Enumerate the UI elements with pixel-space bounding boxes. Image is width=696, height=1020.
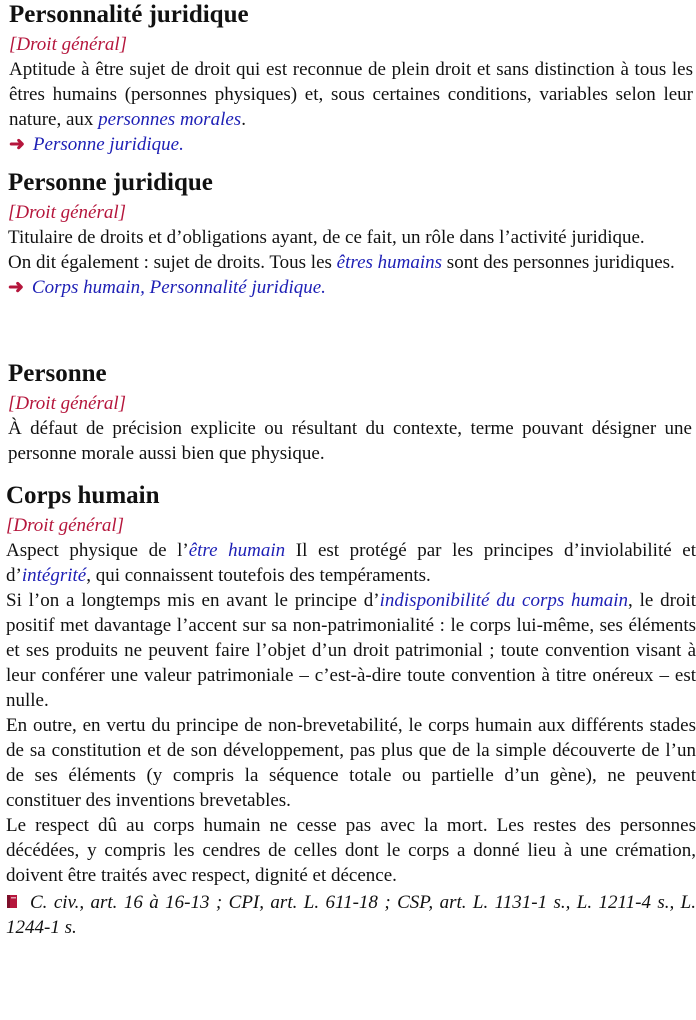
link-indisponibilite-du-corps-humain[interactable]: indisponibilité du corps humain [379, 590, 629, 611]
see-arrow-icon: ➜ [8, 277, 24, 298]
entry-definition: Titulaire de droits et d’obligations ayant, de ce fait, un rôle dans l’activité juridique. [8, 227, 645, 248]
link-integrite[interactable]: intégrité [21, 565, 87, 586]
link-corps-humain[interactable]: Corps humain [31, 277, 141, 298]
entry-personne [0, 359, 692, 466]
book-icon [6, 894, 18, 909]
entry-personnalite-juridique [0, 0, 693, 157]
entry-corps-humain [0, 481, 696, 940]
entry-title: Personnalité juridique [9, 1, 249, 28]
link-personnalite-juridique[interactable]: Personnalité juridique. [149, 277, 326, 298]
legal-references: C. civ., art. 16 à 16-13 ; CPI, art. L. 611-18 ; CSP, art. L. 1131-1 s., L. 1211-4 s., L. 1244-1 s. [6, 892, 696, 938]
see-also [9, 132, 678, 157]
link-personne-juridique[interactable]: Personne juridique. [32, 134, 184, 155]
link-etres-humains[interactable]: êtres humains [336, 252, 443, 273]
entry-definition: Aptitude à être sujet de droit qui est reconnue de plein droit et sans distinction à tous les êtres humains (personnes physiques) et, sous certaines conditions, variables selon leur nature, aux personnes morales. [9, 59, 693, 130]
entry-paragraph: En outre, en vertu du principe de non-brevetabilité, le corps humain aux différents stades de sa constitution et de son développement, pas plus que de la simple découverte de l’un de ses éléments (y compris la séquence totale ou partielle d’un gène), ne peuvent constituer des inventions brevetables. [6, 715, 696, 811]
see-also: ➜ Corps humain, Personnalité juridique. [8, 277, 326, 298]
entry-title: Personne juridique [8, 169, 213, 196]
entry-paragraph: Si l’on a longtemps mis en avant le principe d’indisponibilité du corps humain, le droit positif met davantage l’accent sur sa non-patrimonialité : le corps lui-même, ses éléments et ses produits ne peuvent faire l’objet d’un droit patrimonial ; toute convention visant à leur conférer une valeur patrimoniale – c’est-à-dire toute convention à titre onéreux – est nulle. [6, 590, 696, 711]
entry-personne-juridique [0, 168, 677, 300]
see-arrow-icon: ➜ [9, 134, 25, 155]
entry-domain: [Droit général] [8, 393, 127, 414]
entry-definition: À défaut de précision explicite ou résultant du contexte, terme pouvant désigner une personne morale aussi bien que physique. [8, 418, 692, 464]
entry-domain: [Droit général] [6, 515, 125, 536]
entry-title: Corps humain [6, 482, 160, 509]
link-personnes-morales[interactable]: personnes morales [98, 109, 242, 130]
entry-paragraph: On dit également : sujet de droits. Tous les êtres humains sont des personnes juridiques. [8, 252, 675, 273]
link-etre-humain[interactable]: être humain [188, 540, 286, 561]
entry-paragraph: Aspect physique de l’être humain Il est protégé par les principes d’inviolabilité et d’intégrité, qui connaissent toutefois des tempéraments. [6, 540, 696, 586]
entry-domain: [Droit général] [8, 202, 127, 223]
entry-title: Personne [8, 360, 107, 387]
entry-paragraph: Le respect dû au corps humain ne cesse pas avec la mort. Les restes des personnes décédées, y compris les cendres de celles dont le corps a donné lieu à une crémation, doivent être traités avec respect, dignité et décence. [6, 815, 696, 886]
entry-domain: [Droit général] [9, 34, 128, 55]
